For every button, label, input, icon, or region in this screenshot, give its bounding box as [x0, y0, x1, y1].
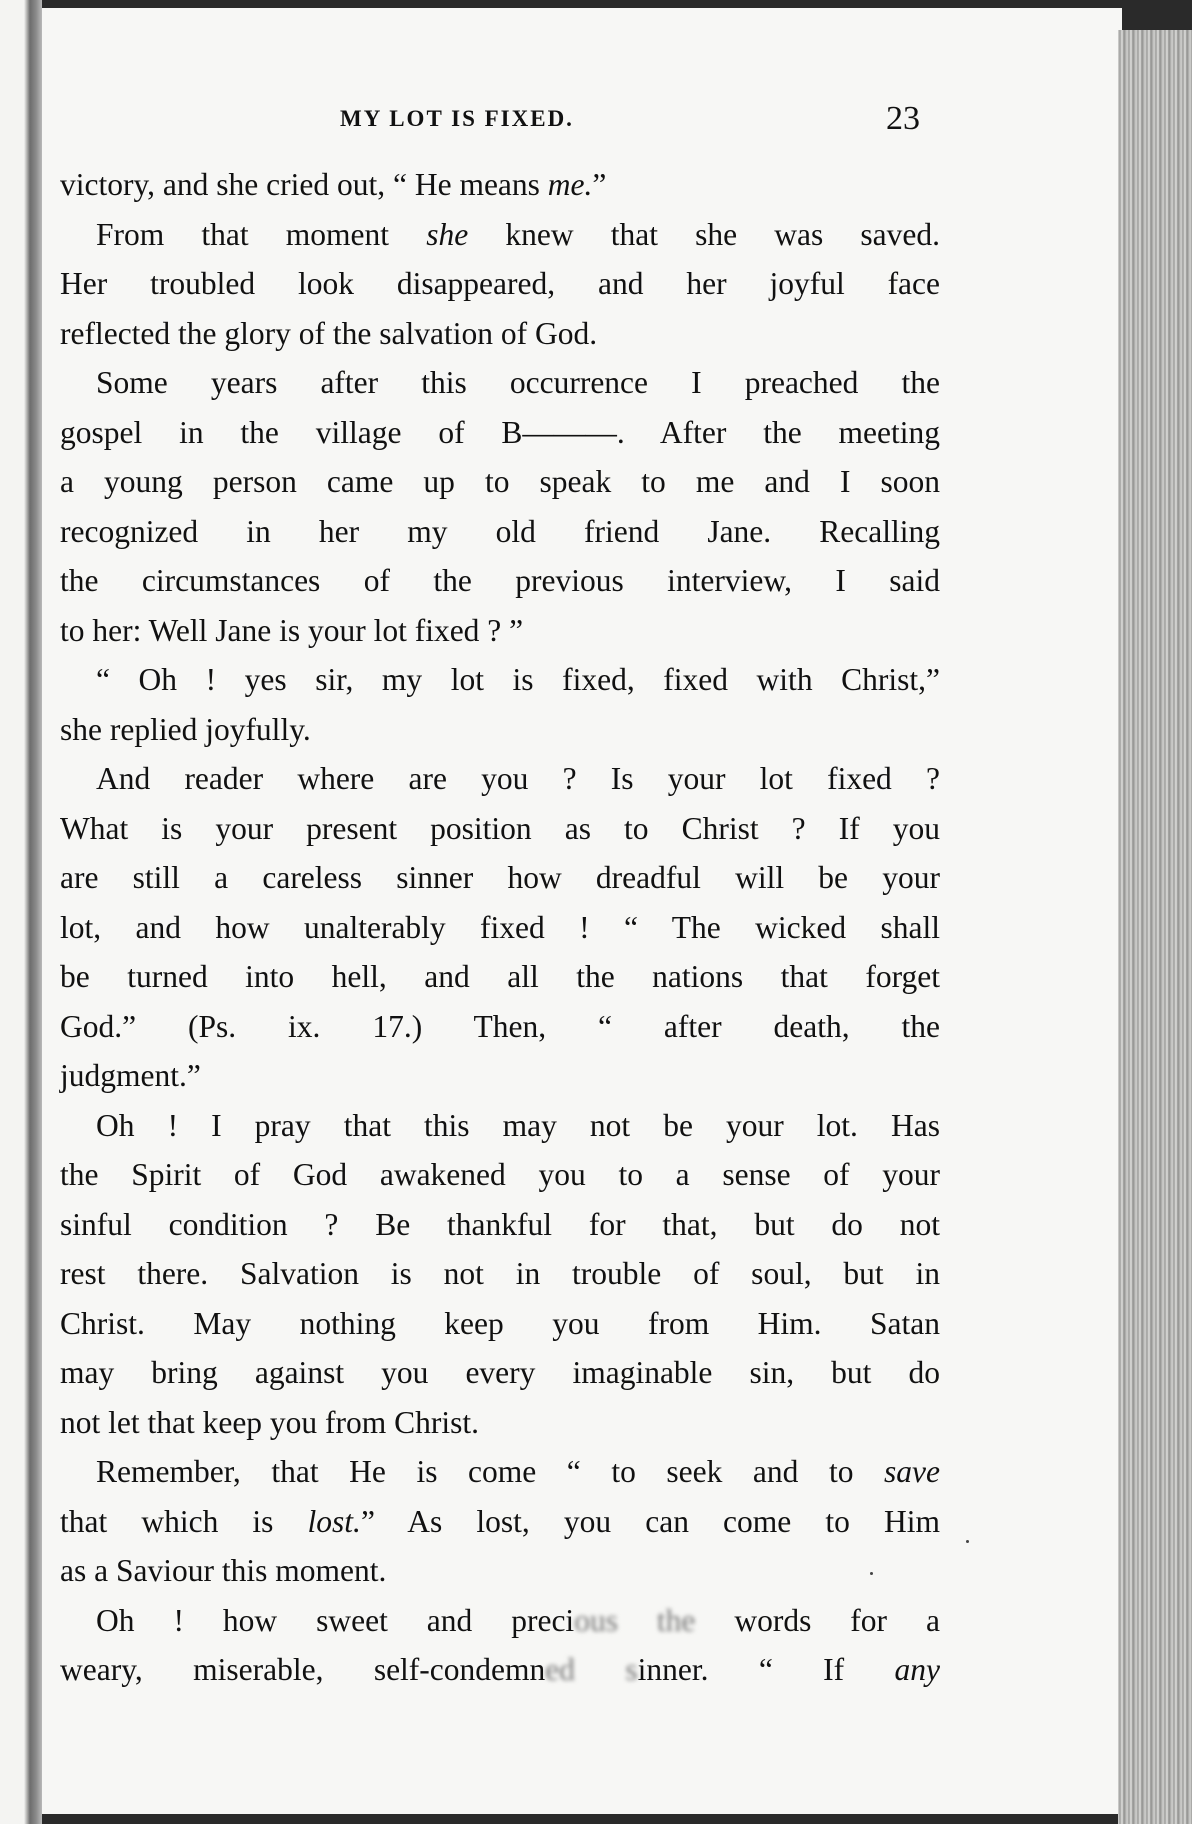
page-number: 23	[886, 100, 920, 137]
text-line	[60, 160, 940, 210]
text-run: From that moment	[96, 216, 427, 252]
text-line: reflected the glory of the salvation of God.	[60, 315, 598, 351]
dust-speck	[870, 1572, 873, 1575]
text-run: words for a	[695, 1602, 940, 1638]
text-line: as a Saviour this moment.	[60, 1553, 387, 1588]
text-line: recognized in her my old friend Jane. Recalling	[60, 513, 940, 549]
text-line: may bring against you every imaginable sin, but do	[60, 1355, 940, 1390]
text-line: sinful condition ? Be thankful for that, but do not	[60, 1206, 940, 1242]
italic-word: me.	[547, 167, 593, 202]
text-line: to her: Well Jane is your lot fixed ? ”	[60, 612, 524, 648]
text-line: Some years after this occurrence I preached the	[96, 365, 940, 400]
text-run: Remember, that He is come “ to seek and to	[96, 1454, 885, 1489]
text-line: What is your present position as to Christ ? If you	[60, 810, 940, 846]
text-line: “ Oh ! yes sir, my lot is fixed, fixed with Christ,”	[96, 662, 940, 697]
text-line	[60, 1596, 940, 1646]
text-run: weary, miserable, self-condemn	[60, 1652, 546, 1687]
text-line: Her troubled look disappeared, and her joyful face	[60, 266, 940, 301]
text-line: judgment.”	[60, 1058, 201, 1093]
text-line: God.” (Ps. ix. 17.) Then, “ after death, the	[60, 1008, 940, 1044]
text-run: ”	[592, 167, 607, 202]
italic-word: save	[884, 1454, 940, 1489]
text-line	[60, 1497, 940, 1547]
blurred-text: ed s	[545, 1652, 638, 1687]
text-line: gospel in the village of B———. After the meeting	[60, 414, 940, 450]
page-stack-edges	[1118, 30, 1192, 1824]
text-line: not let that keep you from Christ.	[60, 1404, 480, 1440]
text-line: the circumstances of the previous interview, I said	[60, 563, 940, 598]
text-run: ” As lost, you can come to Him	[360, 1503, 940, 1539]
text-run: that which is	[60, 1503, 308, 1539]
text-run: Oh ! how sweet and preci	[96, 1602, 575, 1638]
italic-word: any	[894, 1652, 940, 1687]
text-line: lot, and how unalterably fixed ! “ The wicked shall	[60, 909, 940, 945]
text-run: knew that she was saved.	[468, 216, 941, 252]
text-line	[60, 210, 940, 260]
page-header	[340, 100, 940, 150]
text-line	[60, 1447, 940, 1497]
blurred-text: ous the	[574, 1602, 696, 1638]
italic-word: she	[426, 216, 469, 252]
text-line: be turned into hell, and all the nations that forget	[60, 959, 940, 994]
italic-word: lost.	[307, 1503, 361, 1539]
previous-page-edge	[0, 0, 42, 1824]
text-line: a young person came up to speak to me and I soon	[60, 464, 940, 499]
running-title: MY LOT IS FIXED.	[340, 106, 574, 131]
text-line: rest there. Salvation is not in trouble of soul, but in	[60, 1256, 940, 1291]
text-line: Christ. May nothing keep you from Him. Satan	[60, 1305, 940, 1341]
text-run: victory, and she cried out, “ He means	[60, 167, 548, 202]
text-run: inner. “ If	[637, 1652, 895, 1687]
text-line: the Spirit of God awakened you to a sense of your	[60, 1157, 940, 1192]
text-line	[60, 1645, 940, 1695]
body-text	[60, 160, 940, 1695]
dust-speck	[966, 1540, 969, 1543]
text-line: And reader where are you ? Is your lot fixed ?	[96, 761, 940, 796]
text-line: she replied joyfully.	[60, 711, 311, 747]
text-line: Oh ! I pray that this may not be your lot. Has	[96, 1107, 940, 1143]
text-line: are still a careless sinner how dreadful will be your	[60, 860, 940, 895]
